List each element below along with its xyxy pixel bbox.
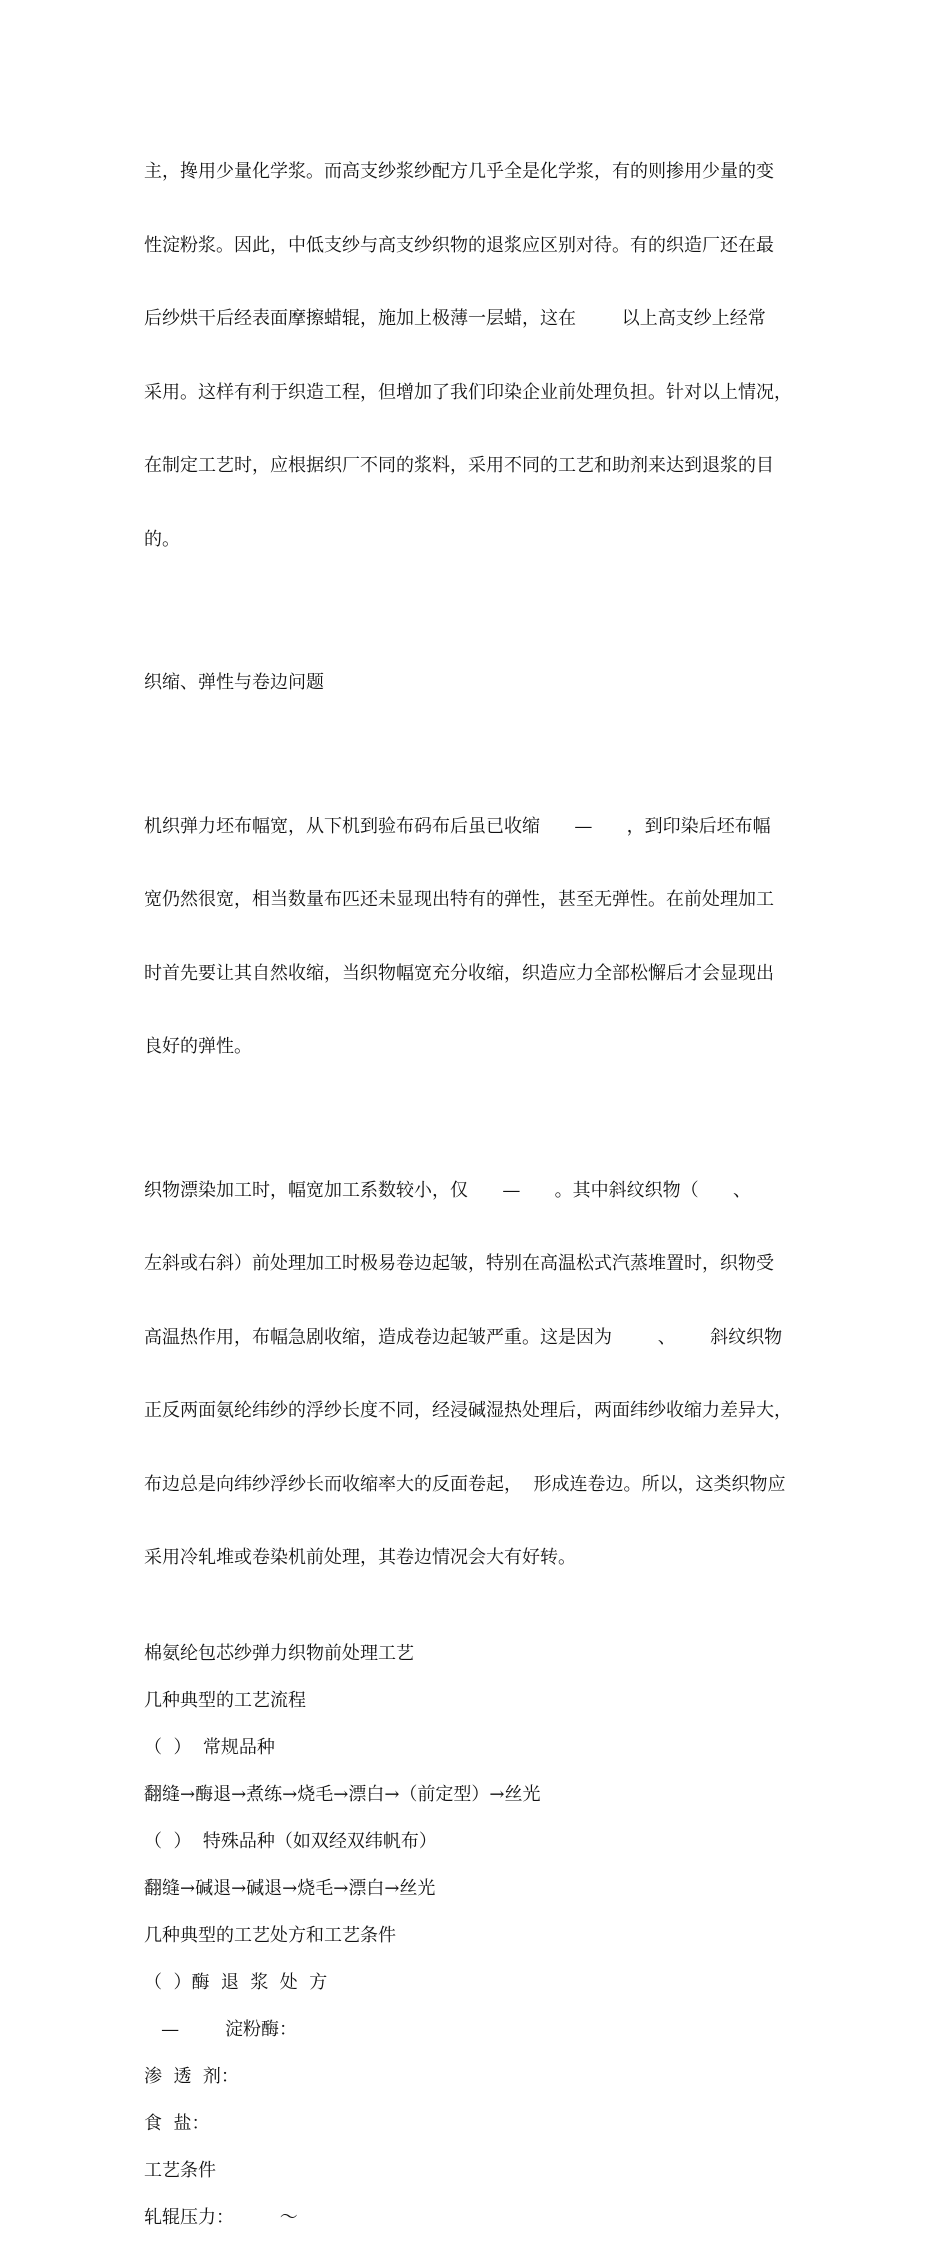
section-heading-recipes: 几种典型的工艺处方和工艺条件 [144,1924,396,1946]
list-label-special: （ ） 特殊品种（如双经双纬帆布） [144,1830,437,1852]
text-line: 织物漂染加工时，幅宽加工系数较小，仅 — 。其中斜纹织物（ 、 [144,1179,751,1201]
process-flow-special: 翻缝→碱退→碱退→烧毛→漂白→丝光 [144,1877,436,1899]
recipe-item-salt: 食 盐： [144,2112,210,2134]
text-line: 主，搀用少量化学浆。而高支纱浆纱配方几乎全是化学浆，有的则掺用少量的变 [144,161,774,182]
text-line: 左斜或右斜）前处理加工时极易卷边起皱，特别在高温松式汽蒸堆置时，织物受 [144,1253,774,1274]
process-flow-regular: 翻缝→酶退→煮练→烧毛→漂白→（前定型）→丝光 [144,1783,541,1805]
heading-text: 织缩、弹性与卷边问题 [144,672,324,693]
recipe-item-amylase: — 淀粉酶： [144,2018,297,2040]
paragraph-desizing-intro [144,111,812,601]
text-line: 后纱烘干后经表面摩擦蜡辊，施加上极薄一层蜡，这在 以上高支纱上经常 [144,308,766,329]
paragraph-curling-edges [144,1130,812,1620]
text-line: 正反两面氨纶纬纱的浮纱长度不同，经浸碱湿热处理后，两面纬纱收缩力差异大， [144,1400,792,1421]
document-body [144,111,812,2252]
text-line: 采用。这样有利于织造工程，但增加了我们印染企业前处理负担。针对以上情况， [144,381,792,403]
paragraph-elastic-width [144,766,812,1109]
text-line: 布边总是向纬纱浮纱长而收缩率大的反面卷起， 形成连卷边。所以，这类织物应 [144,1473,786,1495]
list-label-regular: （ ） 常规品种 [144,1736,275,1758]
text-line: 在制定工艺时，应根据织厂不同的浆料，采用不同的工艺和助剂来达到退浆的目 [144,455,774,476]
section-heading-conditions: 工艺条件 [144,2159,216,2181]
text-line: 良好的弹性。 [144,1036,252,1057]
section-heading-process-flow: 几种典型的工艺流程 [144,1689,306,1711]
recipe-item-penetrant: 渗 透 剂： [144,2065,239,2087]
list-label-enzyme-recipe: （ ）酶 退 浆 处 方 [144,1971,328,1993]
text-line: 机织弹力坯布幅宽，从下机到验布码布后虽已收缩 — ，到印染后坯布幅 [144,815,771,837]
text-line: 时首先要让其自然收缩，当织物幅宽充分收缩，织造应力全部松懈后才会显现出 [144,962,774,984]
text-line: 采用冷轧堆或卷染机前处理，其卷边情况会大有好转。 [144,1547,576,1568]
text-line: 宽仍然很宽，相当数量布匹还未显现出特有的弹性，甚至无弹性。在前处理加工 [144,889,774,910]
text-line: 的。 [144,528,180,550]
section-heading-pretreatment: 棉氨纶包芯纱弹力织物前处理工艺 [144,1642,414,1664]
text-line: 高温热作用，布幅急剧收缩，造成卷边起皱严重。这是因为 、 斜纹织物 [144,1326,783,1348]
text-line: 性淀粉浆。因此，中低支纱与高支纱织物的退浆应区别对待。有的织造厂还在最 [144,234,774,256]
condition-item-pressure: 轧辊压力： ～ [144,2206,298,2228]
section-heading-shrinkage [144,622,812,745]
